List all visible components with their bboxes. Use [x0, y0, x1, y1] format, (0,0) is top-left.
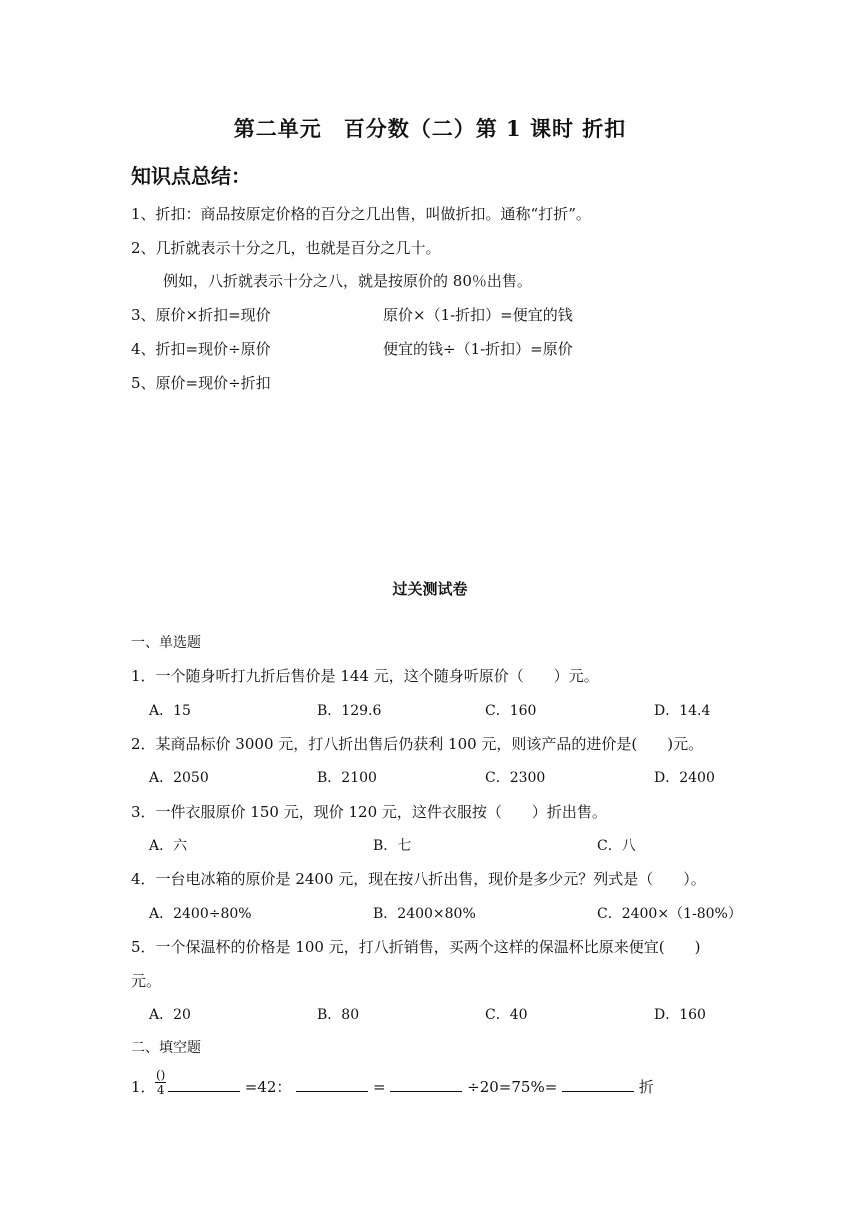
- fill-text: ÷20=75%=: [467, 1078, 558, 1096]
- page-title: 第二单元 百分数（二）第 1 课时 折扣: [233, 116, 627, 141]
- answer-blank[interactable]: [562, 1077, 634, 1092]
- option-b: B．七: [373, 838, 412, 854]
- test-title: 过关测试卷: [392, 580, 468, 598]
- fill-question-number: 1．: [131, 1078, 156, 1096]
- question-text: 5．一个保温杯的价格是 100 元，打八折销售，买两个这样的保温杯比原来便宜( ): [131, 938, 701, 956]
- option-d: D．14.4: [654, 703, 711, 719]
- option-d: D．160: [654, 1007, 706, 1023]
- knowledge-item: 3、原价×折扣=现价: [131, 306, 271, 324]
- question-text: 2．某商品标价 3000 元，打八折出售后仍获利 100 元，则该产品的进价是( )元。: [131, 735, 704, 753]
- option-d: D．2400: [654, 770, 715, 786]
- knowledge-item: 例如，八折就表示十分之八，就是按原价的 80％出售。: [163, 272, 532, 290]
- answer-blank[interactable]: [296, 1077, 368, 1092]
- knowledge-heading: 知识点总结：: [131, 164, 251, 188]
- answer-blank[interactable]: [168, 1077, 240, 1092]
- fill-text: 折: [638, 1078, 654, 1096]
- knowledge-item: 2、几折就表示十分之几，也就是百分之几十。: [131, 239, 441, 257]
- option-c: C．2300: [485, 770, 546, 786]
- fraction-denominator: 4: [156, 1083, 165, 1097]
- option-a: A．20: [149, 1007, 191, 1023]
- fill-line: [168, 1076, 654, 1097]
- option-a: A．15: [149, 703, 191, 719]
- question-text: 3．一件衣服原价 150 元，现价 120 元，这件衣服按（ ）折出售。: [131, 803, 607, 821]
- option-a: A．2050: [149, 770, 209, 786]
- section-heading: 一、单选题: [131, 635, 201, 651]
- knowledge-item: 1、折扣：商品按原定价格的百分之几出售，叫做折扣。通称“打折”。: [131, 205, 591, 223]
- question-text: 1．一个随身听打九折后售价是 144 元，这个随身听原价（ ）元。: [131, 667, 599, 685]
- option-a: A．六: [149, 838, 188, 854]
- knowledge-item: 便宜的钱÷（1-折扣）=原价: [383, 340, 573, 358]
- knowledge-item: 原价×（1-折扣）=便宜的钱: [383, 306, 573, 324]
- option-a: A．2400÷80%: [149, 906, 252, 922]
- answer-blank[interactable]: [390, 1077, 462, 1092]
- option-b: B．2400×80%: [373, 906, 476, 922]
- question-text-continued: 元。: [131, 972, 162, 990]
- knowledge-item: 4、折扣=现价÷原价: [131, 340, 271, 358]
- option-b: B．129.6: [317, 703, 382, 719]
- fill-text: =: [373, 1078, 386, 1096]
- option-c: C．160: [485, 703, 537, 719]
- section-heading: 二、填空题: [131, 1040, 201, 1056]
- knowledge-item: 5、原价=现价÷折扣: [131, 374, 271, 392]
- fraction: [155, 1068, 166, 1097]
- fill-text: =42：: [244, 1078, 292, 1096]
- question-text: 4．一台电冰箱的原价是 2400 元，现在按八折出售，现价是多少元？列式是（ ）。: [131, 870, 706, 888]
- option-c: C．2400×（1-80%）: [597, 906, 742, 922]
- fraction-numerator: (): [156, 1068, 166, 1082]
- option-b: B．80: [317, 1007, 360, 1023]
- option-c: C．八: [597, 838, 636, 854]
- option-b: B．2100: [317, 770, 377, 786]
- option-c: C．40: [485, 1007, 528, 1023]
